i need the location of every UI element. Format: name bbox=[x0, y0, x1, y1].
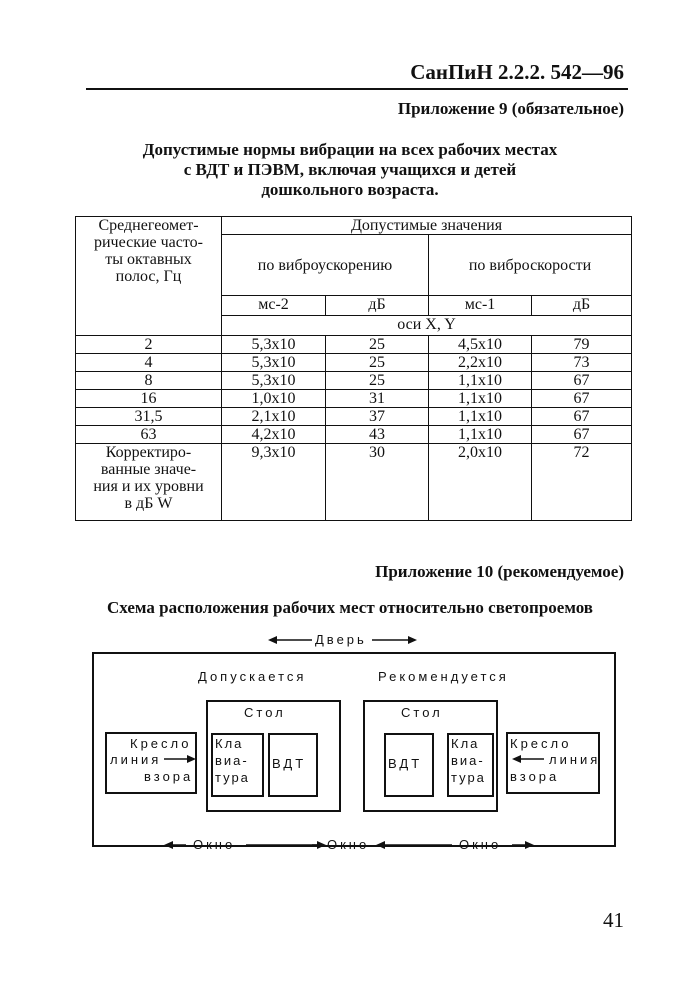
freq-cell: 2 bbox=[76, 336, 222, 354]
value-cell: 2,1x10 bbox=[222, 408, 326, 426]
value-cell: 4,5x10 bbox=[429, 336, 532, 354]
appendix-10-label: Приложение 10 (рекомендуемое) bbox=[375, 562, 624, 581]
unit-cell: дБ bbox=[532, 296, 632, 316]
value-cell: 30 bbox=[326, 444, 429, 521]
value-cell: 67 bbox=[532, 390, 632, 408]
value-cell: 4,2x10 bbox=[222, 426, 326, 444]
arrow-right-icon bbox=[408, 636, 417, 644]
desk-label: Стол bbox=[244, 705, 286, 720]
freq-cell: 16 bbox=[76, 390, 222, 408]
window-label: Окно bbox=[459, 837, 502, 852]
desk-label: Стол bbox=[401, 705, 443, 720]
arrow-left-icon bbox=[268, 636, 277, 644]
value-cell: 2,2x10 bbox=[429, 354, 532, 372]
value-cell: 37 bbox=[326, 408, 429, 426]
title-line: Допустимые нормы вибрации на всех рабочих местах bbox=[142, 140, 558, 159]
freq-cell: 31,5 bbox=[76, 408, 222, 426]
value-cell: 9,3x10 bbox=[222, 444, 326, 521]
door-label: Дверь bbox=[315, 632, 367, 647]
value-cell: 1,1x10 bbox=[429, 408, 532, 426]
value-cell: 73 bbox=[532, 354, 632, 372]
chair-label: Кресло bbox=[510, 736, 572, 751]
vdt-label: ВДТ bbox=[388, 756, 423, 771]
value-cell: 79 bbox=[532, 336, 632, 354]
recommended-label: Рекомендуется bbox=[378, 669, 509, 684]
unit-cell: мс-2 bbox=[222, 296, 326, 316]
value-cell: 25 bbox=[326, 354, 429, 372]
arrow-right-icon bbox=[525, 841, 534, 849]
title-line: дошкольного возраста. bbox=[261, 180, 439, 199]
value-cell: 1,0x10 bbox=[222, 390, 326, 408]
chair-label: Кресло bbox=[130, 736, 192, 751]
value-cell: 67 bbox=[532, 372, 632, 390]
unit-cell: мс-1 bbox=[429, 296, 532, 316]
window-label: Окно bbox=[193, 837, 236, 852]
unit-cell: дБ bbox=[326, 296, 429, 316]
frequency-header: Среднегеомет- рические часто- ты октавных полос, Гц bbox=[76, 217, 222, 336]
scheme-title: Схема расположения рабочих мест относительно светопроемов bbox=[107, 598, 593, 617]
corrected-label: Корректиро- ванные значе- ния и их уровни в дБ W bbox=[76, 444, 222, 521]
line-label: линия bbox=[110, 752, 162, 767]
value-cell: 72 bbox=[532, 444, 632, 521]
axes-label: оси X, Y bbox=[222, 316, 632, 336]
value-cell: 1,1x10 bbox=[429, 372, 532, 390]
value-cell: 1,1x10 bbox=[429, 390, 532, 408]
velocity-header: по виброскорости bbox=[429, 235, 632, 296]
document-code: СанПиН 2.2.2. 542—96 bbox=[410, 60, 624, 84]
line-label: линия bbox=[549, 752, 601, 767]
value-cell: 5,3x10 bbox=[222, 372, 326, 390]
page-number: 41 bbox=[603, 908, 624, 932]
title-line: с ВДТ и ПЭВМ, включая учащихся и детей bbox=[183, 160, 517, 179]
value-cell: 25 bbox=[326, 372, 429, 390]
value-cell: 5,3x10 bbox=[222, 354, 326, 372]
value-cell: 5,3x10 bbox=[222, 336, 326, 354]
sight-label: взора bbox=[144, 769, 194, 784]
keyboard-label: Кла виа- тура bbox=[215, 736, 250, 785]
value-cell: 43 bbox=[326, 426, 429, 444]
freq-cell: 63 bbox=[76, 426, 222, 444]
arrow-left-icon bbox=[376, 841, 385, 849]
vdt-label: ВДТ bbox=[272, 756, 307, 771]
keyboard-label: Кла виа- тура bbox=[451, 736, 486, 785]
freq-cell: 8 bbox=[76, 372, 222, 390]
allowed-values-header: Допустимые значения bbox=[222, 217, 632, 235]
sight-label: взора bbox=[510, 769, 560, 784]
window-label: Окно bbox=[327, 837, 370, 852]
appendix-9-label: Приложение 9 (обязательное) bbox=[397, 99, 624, 118]
value-cell: 67 bbox=[532, 426, 632, 444]
value-cell: 25 bbox=[326, 336, 429, 354]
value-cell: 2,0x10 bbox=[429, 444, 532, 521]
value-cell: 67 bbox=[532, 408, 632, 426]
value-cell: 1,1x10 bbox=[429, 426, 532, 444]
acceleration-header: по виброускорению bbox=[222, 235, 429, 296]
arrow-left-icon bbox=[164, 841, 173, 849]
allowed-label: Допускается bbox=[198, 669, 307, 684]
freq-cell: 4 bbox=[76, 354, 222, 372]
value-cell: 31 bbox=[326, 390, 429, 408]
